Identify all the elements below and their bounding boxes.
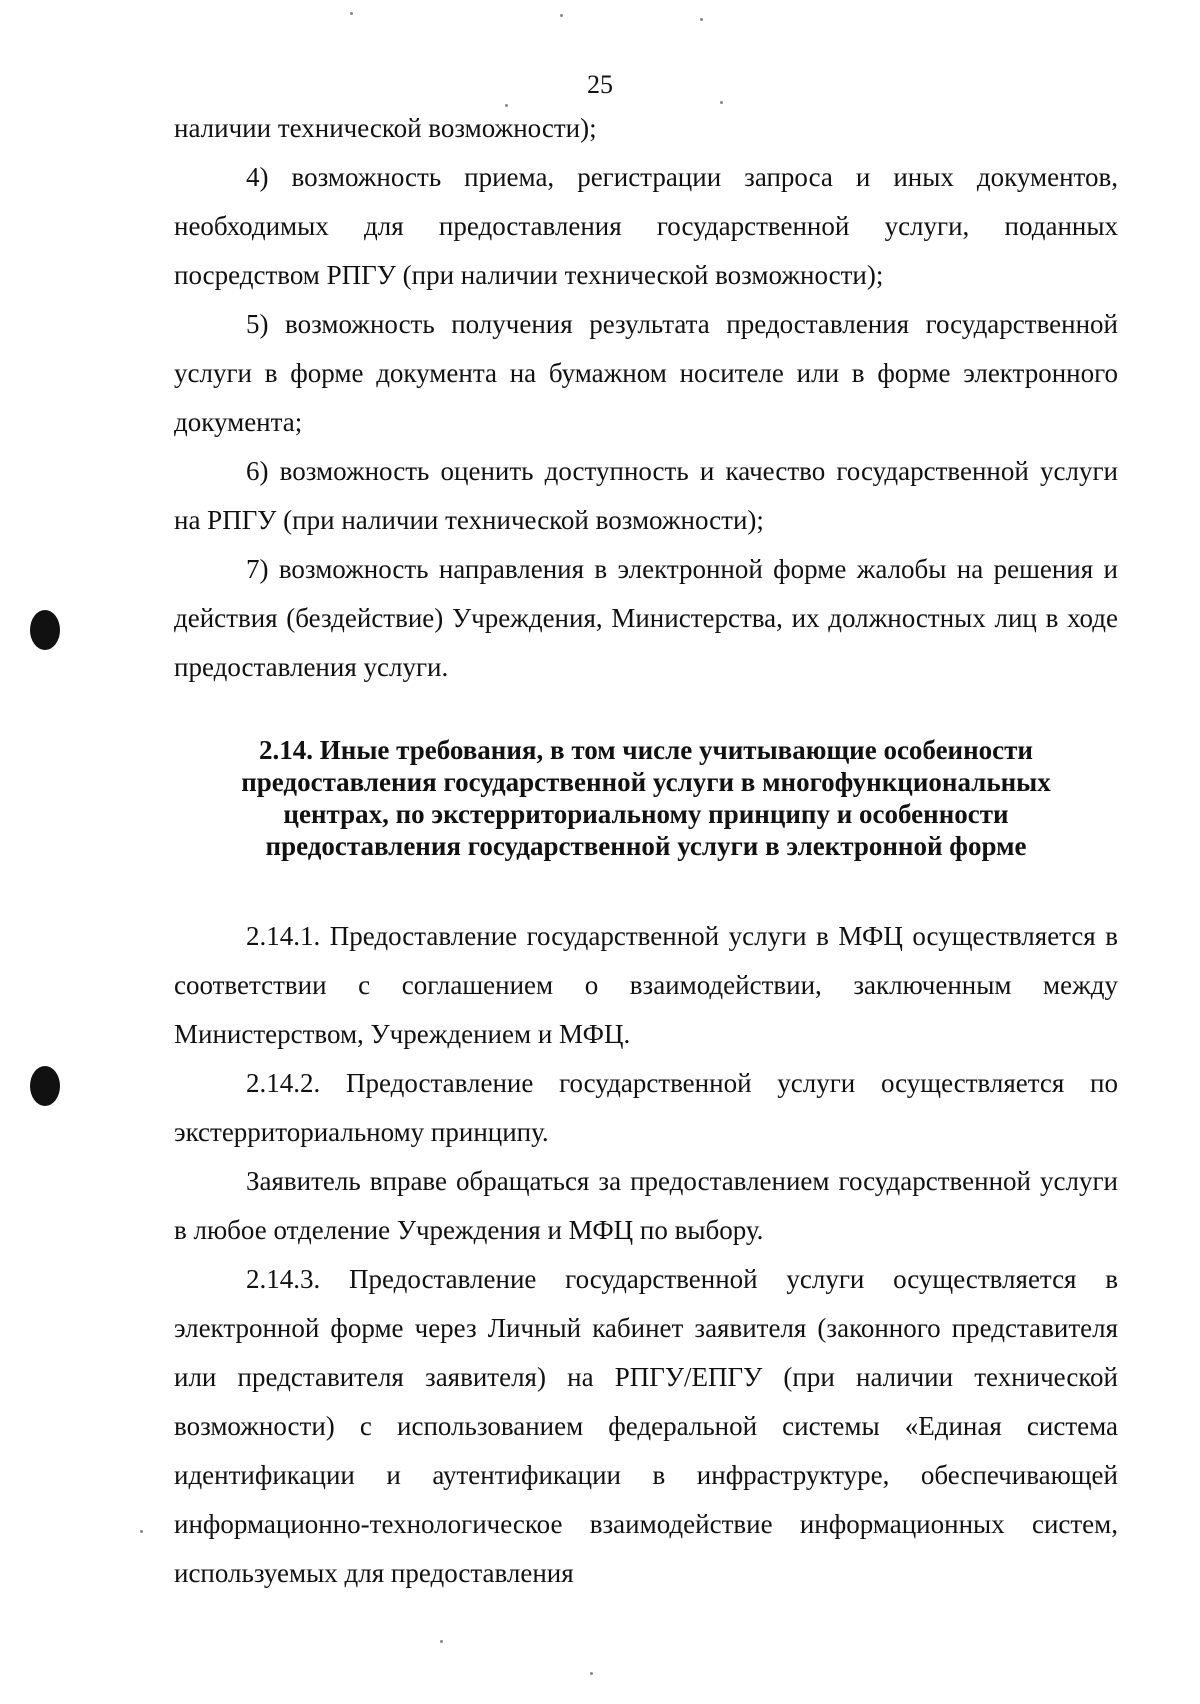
- section-heading-line: предоставления государственной услуги в многофункциональных: [241, 767, 1051, 797]
- section-heading-line: предоставления государственной услуги в электронной форме: [265, 831, 1027, 861]
- page-number: 25: [587, 70, 613, 99]
- punch-hole-top: [30, 610, 60, 650]
- paragraph: 2.14.3. Предоставление государственной услуги осуществляется в электронной форме через Личный кабинет заявителя (законного представителя или представителя заявителя) на РПГУ/ЕПГУ (при наличии технической возможности) с использованием федеральной системы «Единая система идентификации и аутентификации в инфраструктуре, обеспечивающей информационно-технологическое взаимодействие информационных систем, используемых для предоставления: [174, 1264, 1118, 1588]
- paragraph: Заявитель вправе обращаться за предоставлением государственной услуги в любое отделение Учреждения и МФЦ по выбору.: [174, 1166, 1118, 1245]
- paragraph: 4) возможность приема, регистрации запроса и иных документов, необходимых для предоставления государственной услуги, поданных посредством РПГУ (при наличии технической возможности);: [174, 162, 1118, 290]
- scan-speck: [700, 18, 703, 21]
- paragraph: 6) возможность оценить доступность и качество государственной услуги на РПГУ (при наличии технической возможности);: [174, 456, 1118, 535]
- document-body: [174, 104, 1118, 1598]
- paragraph: 2.14.1. Предоставление государственной услуги в МФЦ осуществляется в соответствии с соглашением о взаимодействии, заключенным между Министерством, Учреждением и МФЦ.: [174, 921, 1118, 1049]
- scan-speck: [350, 12, 353, 15]
- scan-speck: [590, 1672, 593, 1675]
- punch-hole-bottom: [30, 1066, 60, 1106]
- scan-speck: [140, 1530, 143, 1533]
- section-heading-line: 2.14. Иные требования, в том числе учитывающие особеиности: [259, 735, 1033, 765]
- paragraph: 7) возможность направления в электронной форме жалобы на решения и действия (бездействие) Учреждения, Министерства, их должностных лиц в ходе предоставления услуги.: [174, 554, 1118, 682]
- scan-speck: [560, 14, 563, 17]
- paragraph: 2.14.2. Предоставление государственной услуги осуществляется по экстерриториальному принципу.: [174, 1068, 1118, 1147]
- paragraph: 5) возможность получения результата предоставления государственной услуги в форме документа на бумажном носителе или в форме электронного документа;: [174, 309, 1118, 437]
- paragraph: наличии технической возможности);: [174, 113, 597, 143]
- section-heading-line: центрах, по экстерриториальному принципу и особенности: [283, 799, 1009, 829]
- section-heading: [174, 734, 1118, 862]
- scan-speck: [440, 1640, 443, 1643]
